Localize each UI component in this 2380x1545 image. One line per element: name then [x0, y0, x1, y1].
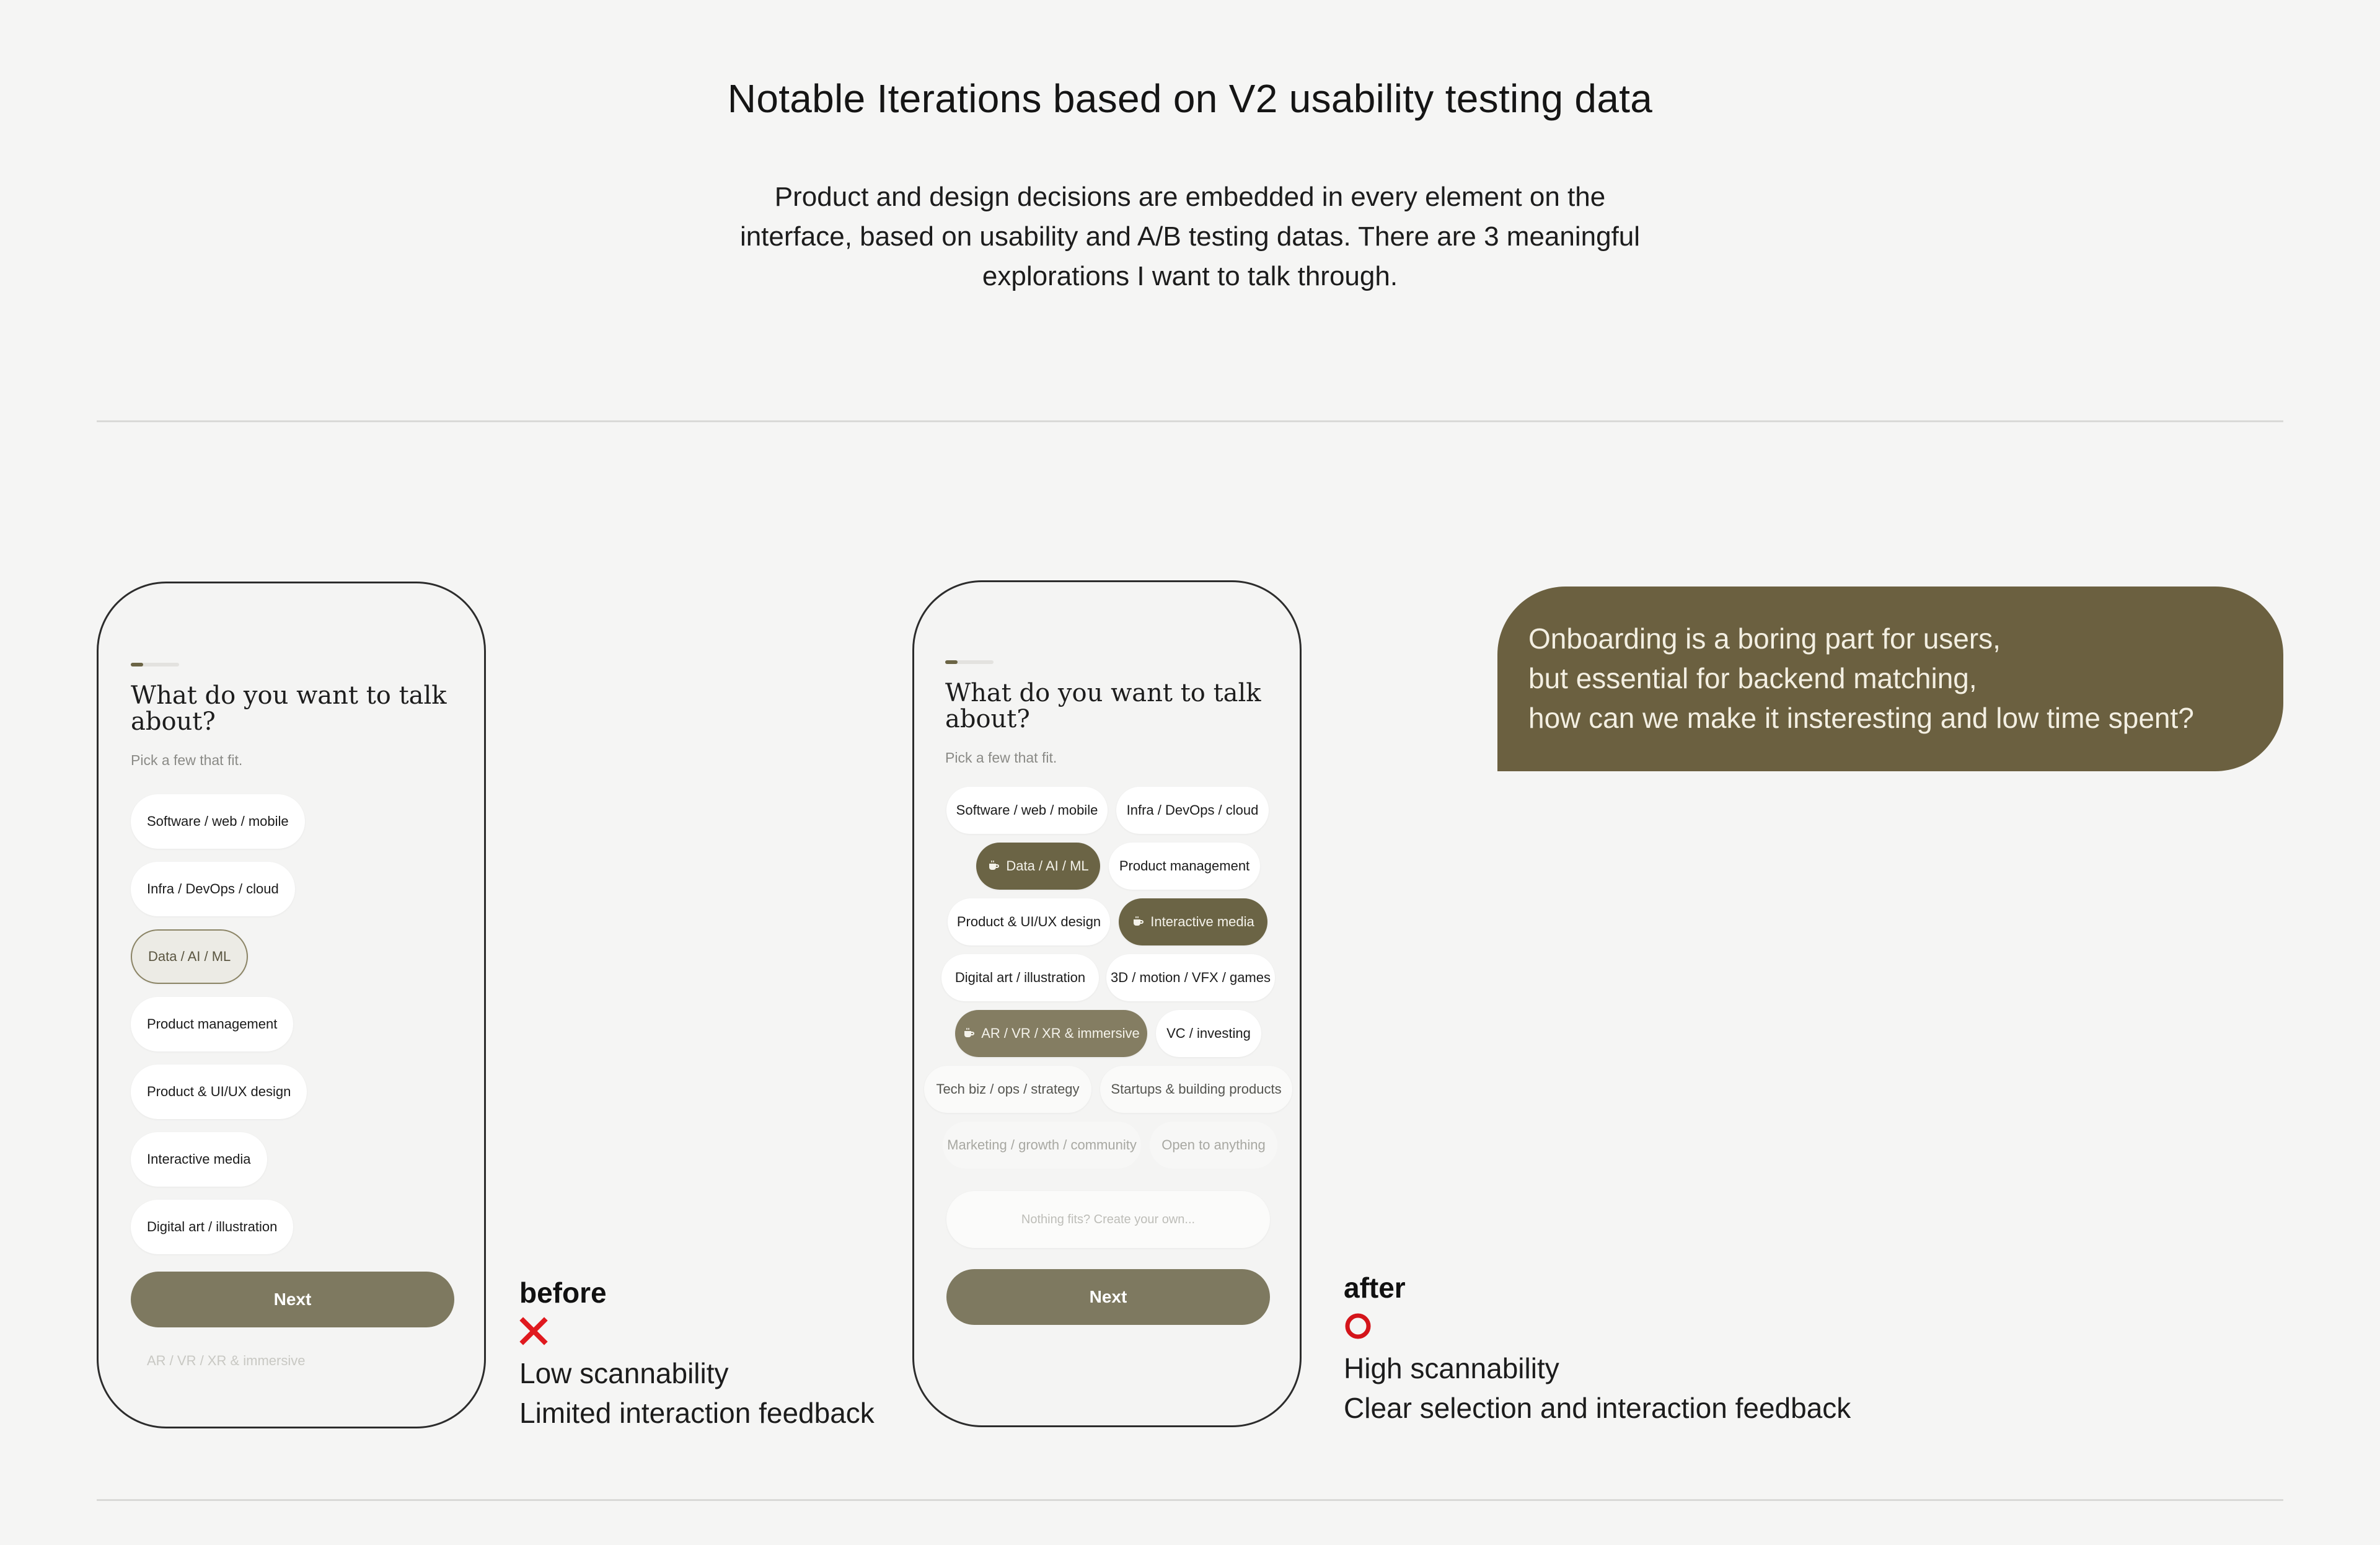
- before-point: Limited interaction feedback: [519, 1397, 875, 1429]
- topic-chip[interactable]: Software / web / mobile: [946, 787, 1108, 834]
- question-title: What do you want to talk about?: [945, 679, 1261, 733]
- callout-line: but essential for backend matching,: [1528, 662, 1977, 694]
- circle-icon: [1344, 1312, 1372, 1340]
- topic-chip[interactable]: Infra / DevOps / cloud: [131, 862, 295, 916]
- coffee-cup-icon: [987, 860, 1000, 872]
- chip-label: Interactive media: [1150, 914, 1254, 929]
- topic-chip[interactable]: 3D / motion / VFX / games: [1106, 954, 1275, 1001]
- create-topic-input[interactable]: Nothing fits? Create your own...: [946, 1191, 1270, 1248]
- progress-fill: [945, 660, 958, 664]
- topic-chip-selected[interactable]: [976, 843, 1100, 890]
- topic-chip[interactable]: Product & UI/UX design: [948, 898, 1110, 945]
- intro-line: explorations I want to talk through.: [982, 261, 1398, 291]
- topic-chip[interactable]: Product & UI/UX design: [131, 1065, 307, 1119]
- question-subtitle: Pick a few that fit.: [131, 752, 243, 768]
- topic-chip[interactable]: Product management: [131, 997, 293, 1051]
- topic-chip-selected[interactable]: Data / AI / ML: [131, 929, 248, 984]
- callout-line: how can we make it insteresting and low time spent?: [1528, 702, 2194, 734]
- next-button[interactable]: Next: [946, 1269, 1270, 1325]
- topic-chip[interactable]: Tech biz / ops / strategy: [924, 1066, 1091, 1113]
- before-label: before: [519, 1277, 607, 1309]
- callout-bubble: [1497, 587, 2283, 771]
- before-phone-mockup: [97, 582, 486, 1428]
- coffee-cup-icon: [963, 1027, 975, 1040]
- after-point: Clear selection and interaction feedback: [1344, 1392, 1851, 1424]
- divider: [97, 1499, 2283, 1501]
- topic-chip[interactable]: Software / web / mobile: [131, 794, 305, 849]
- progress-bar: [131, 663, 179, 666]
- topic-chip[interactable]: Product management: [1109, 843, 1260, 890]
- page-title: Notable Iterations based on V2 usability testing data: [727, 76, 1653, 121]
- chip-label: AR / VR / XR & immersive: [981, 1025, 1140, 1041]
- topic-chip[interactable]: Digital art / illustration: [131, 1200, 293, 1254]
- topic-chip-selected[interactable]: [955, 1010, 1147, 1057]
- coffee-cup-icon: [1132, 916, 1144, 928]
- chip-label: Data / AI / ML: [1006, 858, 1089, 874]
- topic-chip[interactable]: Digital art / illustration: [941, 954, 1099, 1001]
- after-phone-mockup: [912, 580, 1302, 1427]
- topic-chip-selected[interactable]: [1119, 898, 1267, 945]
- topic-chip[interactable]: Open to anything: [1150, 1122, 1277, 1169]
- intro-text: [719, 177, 1661, 296]
- progress-bar: [945, 660, 994, 664]
- after-point: High scannability: [1344, 1352, 1559, 1384]
- topic-chip[interactable]: Interactive media: [131, 1132, 267, 1187]
- topic-chip[interactable]: Startups & building products: [1100, 1066, 1292, 1113]
- x-mark-icon: [519, 1317, 548, 1345]
- intro-line: interface, based on usability and A/B testing datas. There are 3 meaningful: [739, 221, 1641, 252]
- intro-line: Product and design decisions are embedded in every element on the: [774, 182, 1606, 212]
- topic-chip[interactable]: Infra / DevOps / cloud: [1116, 787, 1269, 834]
- callout-line: Onboarding is a boring part for users,: [1528, 622, 2001, 655]
- question-subtitle: Pick a few that fit.: [945, 750, 1057, 766]
- before-point: Low scannability: [519, 1357, 729, 1389]
- topic-chip-hidden[interactable]: AR / VR / XR & immersive: [147, 1353, 306, 1368]
- question-title: What do you want to talk about?: [131, 681, 447, 736]
- topic-chip[interactable]: Marketing / growth / community: [943, 1122, 1141, 1169]
- after-label: after: [1344, 1272, 1406, 1304]
- divider: [97, 420, 2283, 422]
- topic-chip[interactable]: VC / investing: [1156, 1010, 1261, 1057]
- next-button[interactable]: Next: [131, 1272, 454, 1327]
- progress-fill: [131, 663, 143, 666]
